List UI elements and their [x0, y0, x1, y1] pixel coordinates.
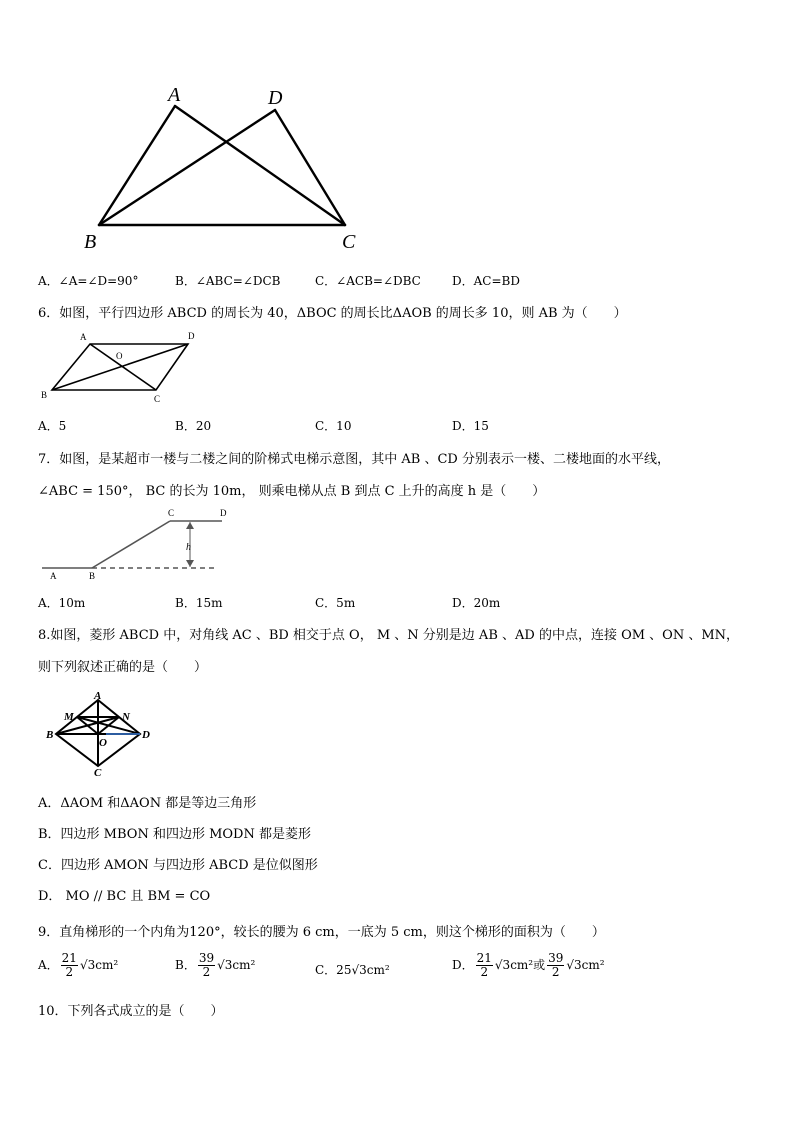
label-o: O: [116, 351, 123, 361]
label-b: B: [41, 390, 48, 400]
q6-option-b[interactable]: B．20: [175, 419, 212, 433]
q9-option-a[interactable]: [38, 952, 118, 979]
q9-option-c[interactable]: C．25√3cm²: [315, 963, 390, 977]
q7-stem-line1: 7．如图，是某超市一楼与二楼之间的阶梯式电梯示意图，其中 AB 、CD 分别表示一楼、二楼地面的水平线，: [38, 452, 670, 467]
q6-option-a[interactable]: A．5: [38, 419, 67, 433]
fraction: [198, 952, 215, 979]
label-a: A: [168, 84, 181, 106]
escalator-figure-q7: [40, 505, 240, 585]
q7-option-a[interactable]: A．10m: [38, 596, 86, 610]
label-m: M: [64, 711, 74, 723]
label-a: A: [80, 332, 87, 342]
option-label: A．: [38, 958, 59, 972]
numerator: 39: [198, 951, 215, 965]
q9-stem: 9．直角梯形的一个内角为120°，较长的腰为 6 cm，一底为 5 cm，则这个梯形的面积为（ ）: [38, 925, 605, 940]
q5-option-c[interactable]: C．∠ACB=∠DBC: [315, 274, 421, 288]
option-label: D．: [452, 958, 474, 972]
q6-option-d[interactable]: D．15: [452, 419, 489, 433]
denominator: 2: [551, 965, 560, 979]
label-a: A: [94, 690, 102, 702]
q7-option-b[interactable]: B．15m: [175, 596, 223, 610]
q7-stem-line2: ∠ABC = 150°， BC 的长为 10m， 则乘电梯从点 B 到点 C 上升的高度 h 是（ ）: [38, 484, 546, 499]
q8-option-c[interactable]: C．四边形 AMON 与四边形 ABCD 是位似图形: [38, 858, 318, 873]
fraction: [61, 952, 78, 979]
parallelogram-figure-q6: [38, 330, 208, 410]
q9-option-b[interactable]: [175, 952, 255, 979]
numerator: 21: [61, 951, 77, 965]
label-o: O: [99, 737, 107, 749]
option-tail: √3cm²: [566, 958, 605, 972]
label-n: N: [122, 711, 130, 723]
fraction: [547, 952, 564, 979]
triangle-figure-q5: [80, 82, 370, 254]
q8-option-b[interactable]: B．四边形 MBON 和四边形 MODN 都是菱形: [38, 827, 311, 842]
label-d: D: [268, 87, 283, 109]
q8-stem-line1: 8.如图，菱形 ABCD 中，对角线 AC 、BD 相交于点 O， M 、N 分别是边 AB 、AD 的中点，连接 OM 、ON 、MN，: [38, 628, 740, 643]
fraction: [476, 952, 493, 979]
option-tail: √3cm²: [79, 958, 119, 972]
label-c: C: [168, 508, 175, 518]
q5-option-b[interactable]: B．∠ABC=∠DCB: [175, 274, 281, 288]
q8-option-a[interactable]: A．ΔAOM 和ΔAON 都是等边三角形: [38, 796, 257, 811]
q10-stem: 10．下列各式成立的是（ ）: [38, 1004, 224, 1019]
numerator: 39: [548, 951, 564, 965]
denominator: 2: [202, 965, 211, 979]
option-mid: √3cm²或: [494, 958, 546, 972]
numerator: 21: [476, 951, 492, 965]
q7-option-d[interactable]: D．20m: [452, 596, 501, 610]
label-b: B: [46, 729, 54, 741]
q5-option-a[interactable]: A．∠A=∠D=90°: [38, 274, 139, 288]
label-a: A: [50, 571, 57, 581]
label-c: C: [154, 394, 161, 404]
label-h: h: [186, 542, 191, 553]
q9-option-d[interactable]: [452, 952, 605, 979]
q8-option-d[interactable]: D． MO // BC 且 BM = CO: [38, 889, 211, 904]
label-d: D: [188, 331, 195, 341]
q8-stem-line2: 则下列叙述正确的是（ ）: [38, 660, 208, 675]
label-d: D: [142, 729, 150, 741]
label-b: B: [89, 571, 96, 581]
denominator: 2: [480, 965, 489, 979]
label-c: C: [342, 231, 356, 253]
q5-option-d[interactable]: D．AC=BD: [452, 274, 520, 288]
q7-option-c[interactable]: C．5m: [315, 596, 356, 610]
rhombus-figure-q8: [44, 690, 159, 778]
q6-stem: 6．如图，平行四边形 ABCD 的周长为 40，ΔBOC 的周长比ΔAOB 的周长多 10，则 AB 为（ ）: [38, 306, 627, 321]
denominator: 2: [65, 965, 74, 979]
option-tail: √3cm²: [217, 958, 256, 972]
label-c: C: [94, 767, 102, 778]
option-label: B．: [175, 958, 196, 972]
label-b: B: [84, 231, 97, 253]
q6-option-c[interactable]: C．10: [315, 419, 352, 433]
label-d: D: [220, 508, 227, 518]
